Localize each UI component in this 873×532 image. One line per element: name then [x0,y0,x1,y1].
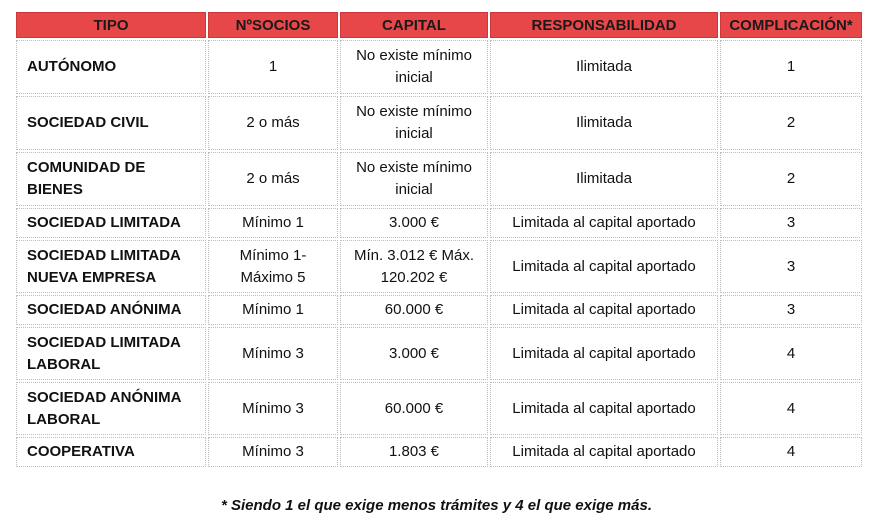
cell-capital: 3.000 € [340,327,488,380]
cell-tipo: COOPERATIVA [16,437,206,467]
cell-complicacion: 3 [720,295,862,325]
cell-capital: No existe mínimo inicial [340,96,488,150]
cell-responsabilidad: Limitada al capital aportado [490,295,718,325]
cell-tipo: COMUNIDAD DE BIENES [16,152,206,206]
cell-socios: 2 o más [208,96,338,150]
cell-capital: Mín. 3.012 € Máx. 120.202 € [340,240,488,293]
cell-tipo: SOCIEDAD CIVIL [16,96,206,150]
table-row [16,437,862,467]
header-socios: NºSOCIOS [208,12,338,38]
cell-responsabilidad: Ilimitada [490,96,718,150]
cell-capital: 60.000 € [340,295,488,325]
cell-socios: 2 o más [208,152,338,206]
cell-capital: 60.000 € [340,382,488,435]
cell-socios: Mínimo 3 [208,327,338,380]
table-row [16,152,862,206]
cell-capital: 3.000 € [340,208,488,238]
cell-socios: Mínimo 1 [208,295,338,325]
cell-tipo: SOCIEDAD LIMITADA NUEVA EMPRESA [16,240,206,293]
cell-socios: Mínimo 3 [208,437,338,467]
cell-tipo: SOCIEDAD LIMITADA LABORAL [16,327,206,380]
cell-responsabilidad: Limitada al capital aportado [490,240,718,293]
table-row [16,295,862,325]
cell-socios: Mínimo 1- Máximo 5 [208,240,338,293]
header-capital: CAPITAL [340,12,488,38]
cell-responsabilidad: Ilimitada [490,152,718,206]
cell-responsabilidad: Limitada al capital aportado [490,437,718,467]
table-row [16,208,862,238]
cell-complicacion: 4 [720,437,862,467]
table-row [16,327,862,380]
table-row [16,240,862,293]
cell-complicacion: 2 [720,152,862,206]
cell-tipo: AUTÓNOMO [16,40,206,94]
cell-socios: 1 [208,40,338,94]
cell-tipo: SOCIEDAD ANÓNIMA [16,295,206,325]
cell-socios: Mínimo 3 [208,382,338,435]
cell-complicacion: 1 [720,40,862,94]
table-row [16,382,862,435]
header-complicacion: COMPLICACIÓN* [720,12,862,38]
cell-tipo: SOCIEDAD LIMITADA [16,208,206,238]
cell-capital: No existe mínimo inicial [340,152,488,206]
table-row [16,96,862,150]
footnote: * Siendo 1 el que exige menos trámites y 4 el que exige más. [220,497,652,514]
cell-complicacion: 2 [720,96,862,150]
cell-responsabilidad: Limitada al capital aportado [490,382,718,435]
cell-complicacion: 4 [720,327,862,380]
sociedades-table [14,10,864,469]
header-tipo: TIPO [16,12,206,38]
cell-responsabilidad: Limitada al capital aportado [490,327,718,380]
cell-complicacion: 3 [720,208,862,238]
sociedades-table-container [14,10,862,469]
cell-responsabilidad: Limitada al capital aportado [490,208,718,238]
table-header-row [16,12,862,38]
cell-tipo: SOCIEDAD ANÓNIMA LABORAL [16,382,206,435]
cell-complicacion: 3 [720,240,862,293]
cell-capital: No existe mínimo inicial [340,40,488,94]
header-responsabilidad: RESPONSABILIDAD [490,12,718,38]
cell-socios: Mínimo 1 [208,208,338,238]
table-row [16,40,862,94]
cell-complicacion: 4 [720,382,862,435]
cell-responsabilidad: Ilimitada [490,40,718,94]
cell-capital: 1.803 € [340,437,488,467]
